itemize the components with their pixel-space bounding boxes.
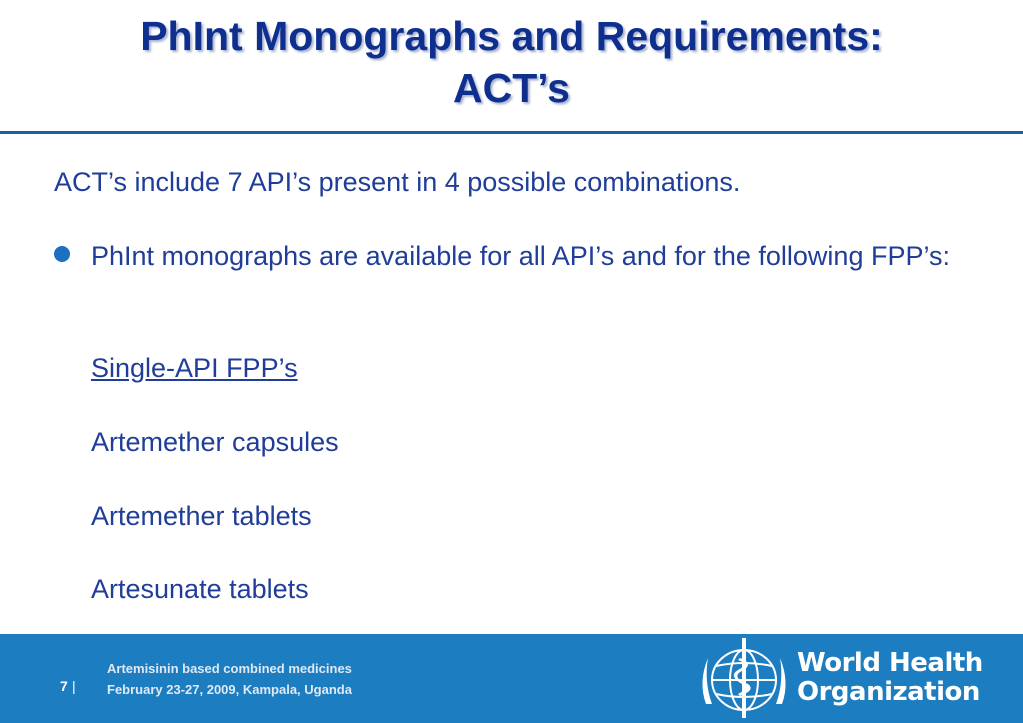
org-name-line-1: World Health [797, 648, 983, 678]
slide-title [0, 10, 1023, 114]
list-item: Artemether tablets [91, 501, 312, 531]
list-item: Artemether capsules [91, 427, 339, 457]
bullet-dot-icon [54, 246, 70, 262]
title-line-2: ACT’s [453, 65, 570, 111]
page-separator: | [72, 678, 76, 694]
org-name-line-2: Organization [797, 677, 980, 707]
footer-line-1: Artemisinin based combined medicines [107, 661, 352, 676]
who-emblem-icon [694, 634, 814, 723]
page-number: 7 [60, 678, 68, 694]
intro-text: ACT’s include 7 API’s present in 4 possible combinations. [54, 167, 741, 197]
bullet-item [54, 235, 954, 277]
subheading: Single-API FPP’s [91, 353, 298, 383]
title-divider [0, 131, 1023, 134]
list-item: Artesunate tablets [91, 574, 309, 604]
footer-line-2: February 23-27, 2009, Kampala, Uganda [107, 682, 352, 697]
title-line-1: PhInt Monographs and Requirements: [140, 13, 883, 59]
bullet-text: PhInt monographs are available for all API’s and for the following FPP’s: [91, 241, 950, 271]
